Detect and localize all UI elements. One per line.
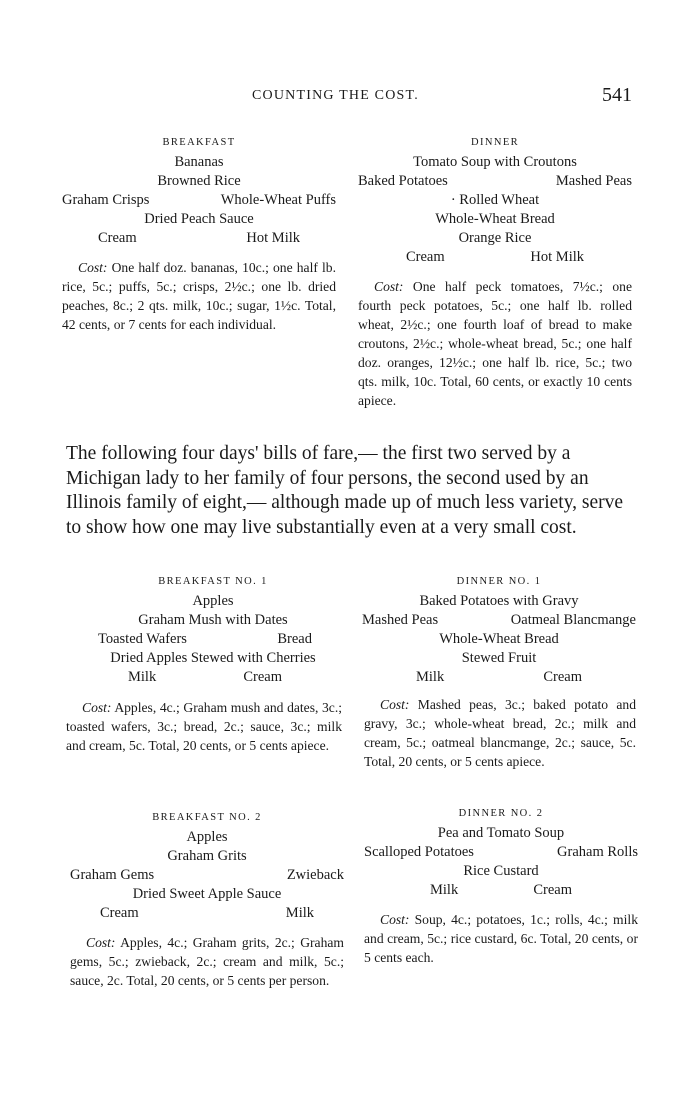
dinner-menu <box>358 133 632 410</box>
cost-text: Mashed peas, 3c.; baked potato and gravy, 3c.; whole-wheat bread, 2c.; milk and cream, 5c.; oatmeal blancmange, 2c.; sauce, 5c. Total, 20 cents, or 5 cents apiece. <box>364 697 636 769</box>
cost-paragraph <box>364 910 638 967</box>
menu-item: · Rolled Wheat <box>450 192 540 208</box>
menu-item: Graham Crisps <box>62 192 150 208</box>
breakfast-no1-cost <box>66 688 342 755</box>
cost-paragraph <box>62 258 336 334</box>
menu-item: Milk <box>430 882 459 898</box>
menu-item: Cream <box>543 669 582 685</box>
menu-item: Graham Rolls <box>557 844 638 860</box>
menu-heading: BREAKFAST NO. 2 <box>152 812 262 823</box>
menu-item: Mashed Peas <box>555 173 632 189</box>
breakfast-no2-menu <box>70 808 344 990</box>
menu-line-pair <box>70 904 344 923</box>
cost-paragraph <box>358 277 632 410</box>
running-title: COUNTING THE COST. <box>252 88 419 103</box>
cost-paragraph <box>66 698 342 755</box>
menu-heading: DINNER NO. 2 <box>458 808 544 819</box>
page-header <box>0 84 700 112</box>
menu-line-pair <box>82 630 344 649</box>
breakfast-no1-menu <box>82 572 344 687</box>
intro-paragraph: The following four days' bills of fare,— the first two served by a Michigan lady to her family of four persons, the second used by an Illinois family of eight,— although made up of much less variety, serve to show how one may live substantially even at a very small cost. <box>66 443 624 538</box>
menu-line-pair <box>364 881 638 900</box>
menu-item: Baked Potatoes <box>358 173 448 189</box>
dinner-no1-menu <box>362 572 636 687</box>
cost-label: Cost: <box>380 912 410 927</box>
menu-item: Bread <box>277 631 312 647</box>
cost-paragraph <box>70 933 344 990</box>
menu-item: Toasted Wafers <box>98 631 187 647</box>
menu-line-pair <box>364 843 638 862</box>
menu-line-pair <box>358 172 632 191</box>
cost-label: Cost: <box>78 260 108 275</box>
menu-item: Hot Milk <box>530 249 584 265</box>
menu-item: Baked Potatoes with Gravy <box>419 593 579 609</box>
menu-item: Whole-Wheat Puffs <box>220 192 336 208</box>
dinner-no1-cost <box>364 685 636 771</box>
menu-item: Milk <box>128 669 157 685</box>
menu-heading: DINNER <box>470 137 520 148</box>
cost-text: Apples, 4c.; Graham mush and dates, 3c.; toasted wafers, 3c.; bread, 2c.; sauce, 3c.; milk and cream, 5c. Total, 20 cents, or 5 cents apiece. <box>66 700 342 753</box>
menu-item: Mashed Peas <box>362 612 439 628</box>
menu-line-pair <box>82 668 344 687</box>
menu-item: Graham Mush with Dates <box>138 612 288 628</box>
menu-item: Bananas <box>174 154 224 170</box>
menu-item: Cream <box>98 230 137 246</box>
menu-item: Browned Rice <box>157 173 241 189</box>
menu-item: Zwieback <box>286 867 344 883</box>
menu-heading: BREAKFAST <box>162 137 236 148</box>
menu-item: Orange Rice <box>458 230 532 246</box>
menu-heading: DINNER NO. 1 <box>456 576 542 587</box>
menu-line-pair <box>62 229 336 248</box>
menu-item: Hot Milk <box>246 230 300 246</box>
menu-line-pair <box>358 248 632 267</box>
menu-item: Whole-Wheat Bread <box>439 631 559 647</box>
menu-item: Graham Gems <box>70 867 155 883</box>
cost-label: Cost: <box>86 935 116 950</box>
menu-heading: BREAKFAST NO. 1 <box>158 576 268 587</box>
cost-label: Cost: <box>374 279 404 294</box>
menu-item: Whole-Wheat Bread <box>435 211 555 227</box>
breakfast-menu <box>62 133 336 334</box>
menu-item: Cream <box>533 882 572 898</box>
menu-item: Tomato Soup with Croutons <box>413 154 577 170</box>
menu-line-pair <box>70 866 344 885</box>
cost-text: One half doz. bananas, 10c.; one half lb. rice, 5c.; puffs, 5c.; crisps, 2½c.; one lb. dried peaches, 8c.; 2 qts. milk, 10c.; sugar, 1½c. Total, 42 cents, or 7 cents for each individual. <box>62 260 336 332</box>
menu-item: Apples <box>186 829 228 845</box>
cost-text: One half peck tomatoes, 7½c.; one fourth peck potatoes, 5c.; one half lb. rolled wheat, 2½c.; one fourth loaf of bread to make croutons, 2½c.; whole-wheat bread, 5c.; one half doz. oranges, 12½c.; one half lb. rice, 5c.; two qts. milk, 10c. Total, 60 cents, or exactly 10 cents apiece. <box>358 279 632 408</box>
cost-paragraph <box>364 695 636 771</box>
menu-item: Pea and Tomato Soup <box>437 825 565 841</box>
menu-item: Cream <box>406 249 445 265</box>
menu-item: Rice Custard <box>463 863 539 879</box>
menu-item: Stewed Fruit <box>461 650 537 666</box>
page-number: 541 <box>602 84 632 106</box>
dinner-no2-menu <box>364 804 638 967</box>
cost-text: Apples, 4c.; Graham grits, 2c.; Graham gems, 5c.; zwieback, 2c.; cream and milk, 5c.; sauce, 2c. Total, 20 cents, or 5 cents per person. <box>70 935 344 988</box>
menu-item: Cream <box>243 669 282 685</box>
cost-label: Cost: <box>380 697 410 712</box>
menu-item: Apples <box>192 593 234 609</box>
menu-item: Milk <box>285 905 314 921</box>
menu-item: Cream <box>100 905 139 921</box>
menu-item: Scalloped Potatoes <box>364 844 474 860</box>
cost-label: Cost: <box>82 700 112 715</box>
menu-line-pair <box>362 611 636 630</box>
menu-item: Oatmeal Blancmange <box>510 612 636 628</box>
menu-line-pair <box>62 191 336 210</box>
menu-item: Dried Peach Sauce <box>144 211 254 227</box>
menu-item: Milk <box>416 669 445 685</box>
menu-item: Dried Apples Stewed with Cherries <box>110 650 316 666</box>
menu-item: Graham Grits <box>167 848 247 864</box>
cost-text: Soup, 4c.; potatoes, 1c.; rolls, 4c.; milk and cream, 5c.; rice custard, 6c. Total, 20 cents, or 5 cents each. <box>364 912 638 965</box>
menu-item: Dried Sweet Apple Sauce <box>132 886 282 902</box>
